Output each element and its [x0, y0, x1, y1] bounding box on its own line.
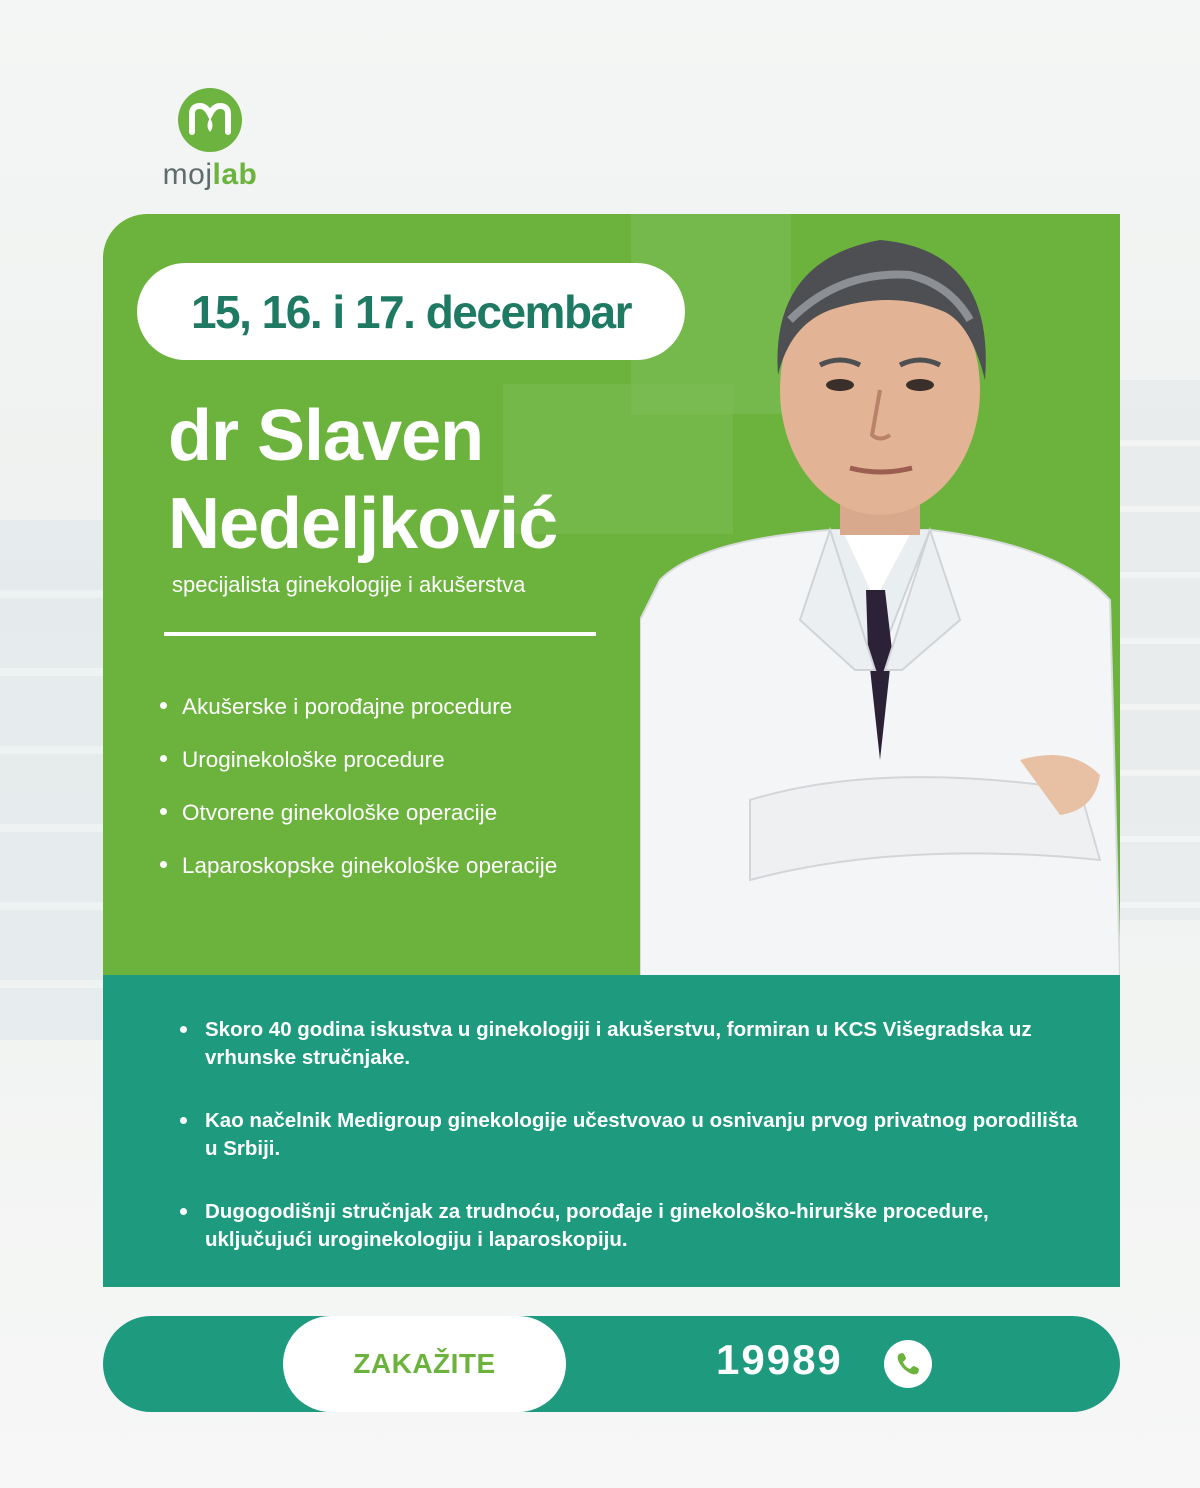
list-item: Uroginekološke procedure	[158, 733, 618, 786]
list-item: Laparoskopske ginekološke operacije	[158, 839, 618, 892]
list-item: Kao načelnik Medigroup ginekologije učestvovao u osnivanju prvog privatnog porodilišta u Srbiji.	[178, 1107, 1078, 1163]
bio-list	[178, 1016, 1078, 1289]
list-item: Dugogodišnji stručnjak za trudnoću, porođaje i ginekološko-hirurške procedure, uključujući uroginekologiju i laparoskopiju.	[178, 1198, 1078, 1254]
brand-logo	[150, 88, 270, 192]
phone-number[interactable]: 19989	[716, 1336, 843, 1383]
list-item: Skoro 40 godina iskustva u ginekologiji i akušerstvu, formiran u KCS Višegradska uz vrhunske stručnjake.	[178, 1016, 1078, 1072]
phone-icon[interactable]	[884, 1340, 932, 1388]
background-shelf-right	[1120, 380, 1200, 920]
event-dates-pill	[137, 263, 685, 360]
event-dates: 15, 16. i 17. decembar	[190, 285, 632, 338]
cta-bar	[103, 1316, 1120, 1412]
logo-text: mojlab	[162, 158, 258, 191]
doctor-name-line1: dr Slaven	[168, 396, 484, 476]
doctor-photo	[640, 200, 1120, 976]
doctor-name	[168, 392, 688, 568]
background-shelf-left	[0, 520, 110, 1040]
list-item: Akušerske i porođajne procedure	[158, 680, 618, 733]
list-item: Otvorene ginekološke operacije	[158, 786, 618, 839]
book-appointment-button[interactable]	[283, 1316, 566, 1412]
doctor-name-line2: Nedeljković	[168, 484, 558, 564]
divider	[164, 632, 596, 636]
procedures-list	[158, 680, 618, 892]
logo-mark-icon	[178, 88, 242, 152]
book-button-label: ZAKAŽITE	[353, 1348, 496, 1379]
doctor-specialty: specijalista ginekologije i akušerstva	[172, 572, 526, 597]
